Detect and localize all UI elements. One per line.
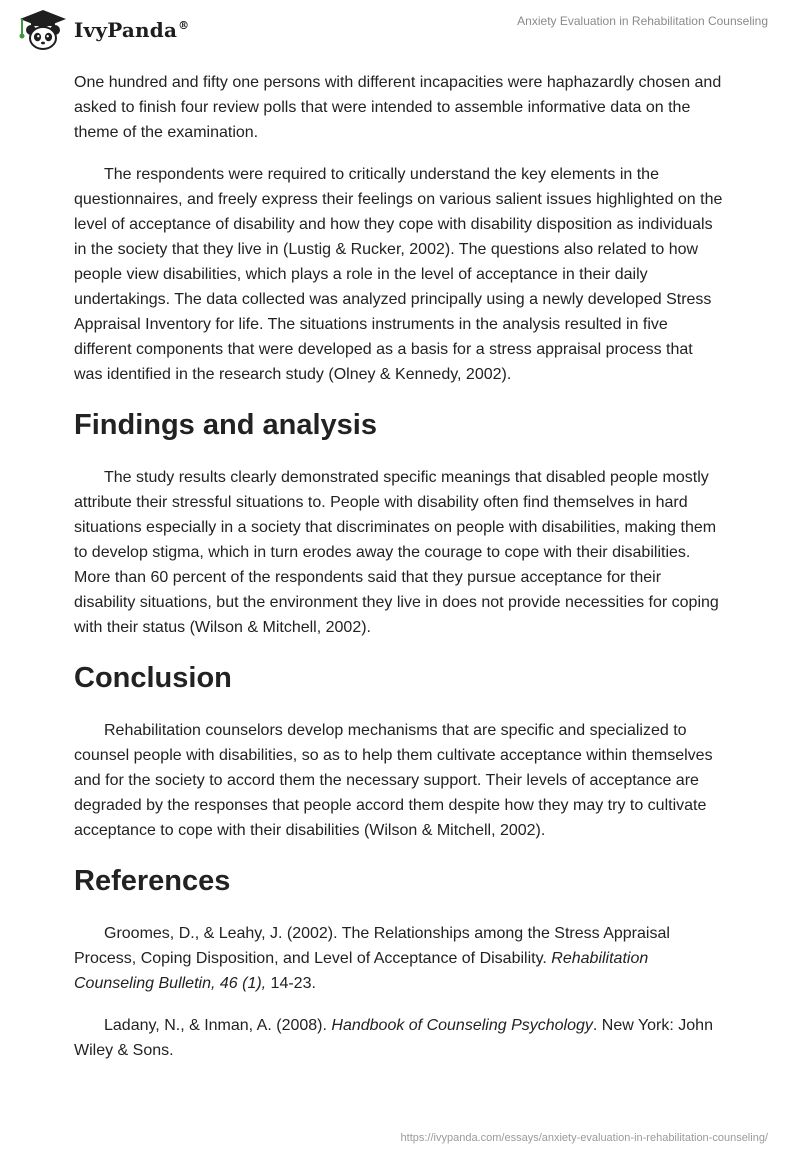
reference-pages: 14-23. [266, 975, 316, 992]
paragraph-conclusion: Rehabilitation counselors develop mechanisms that are specific and specialized to counsel people with disabilities, so as to help them cultivate acceptance within themselves and for the society to accord them the necessary support. Their levels of acceptance are degraded by the responses that people accord them despite how they may try to cultivate acceptance to cope with their disabilities (Wilson & Mitchell, 2002). [74, 722, 713, 839]
paragraph-methods-intro: One hundred and fifty one persons with different incapacities were haphazardly chosen and asked to finish four review polls that were intended to assemble informative data on the theme of the examination. [74, 74, 722, 141]
heading-findings: Findings and analysis [74, 409, 377, 441]
reference-item [74, 921, 724, 996]
reference-text: Ladany, N., & Inman, A. (2008). [104, 1017, 332, 1034]
paragraph-methods-detail: The respondents were required to critically understand the key elements in the questionnaires, and freely express their feelings on various salient issues highlighted on the level of acceptance of disability and how they cope with disability disposition as individuals in the society that they live in (Lustig & Rucker, 2002). The questions also related to how people view disabilities, which plays a role in the level of acceptance in their daily undertakings. The data collected was analyzed principally using a newly developed Stress Appraisal Inventory for life. The situations instruments in the analysis resulted in five different components that were developed as a basis for a stress appraisal process that was identified in the research study (Olney & Kennedy, 2002). [74, 166, 723, 383]
reference-publisher: . New York: John Wiley & Sons. [74, 1017, 713, 1059]
reference-text: Groomes, D., & Leahy, J. (2002). The Relationships among the Stress Appraisal Process, Coping Disposition, and Level of Acceptance of Disability. [74, 925, 670, 967]
page-header [0, 0, 800, 60]
heading-conclusion: Conclusion [74, 662, 232, 694]
brand-name: IvyPanda® [74, 18, 190, 42]
panda-graduation-cap-icon [16, 8, 70, 52]
essay-body [74, 70, 724, 1063]
document-title: Anxiety Evaluation in Rehabilitation Counseling [517, 14, 768, 28]
registered-mark: ® [178, 19, 190, 33]
paragraph-findings: The study results clearly demonstrated specific meanings that disabled people mostly attribute their stressful situations to. People with disability often find themselves in hard situations especially in a society that discriminates on people with disabilities, making them to develop stigma, which in turn erodes away the courage to cope with their disabilities. More than 60 percent of the respondents said that they pursue acceptance for their disability situations, but the environment they live in does not provide necessities for coping with their status (Wilson & Mitchell, 2002). [74, 469, 719, 636]
reference-source: Rehabilitation Counseling Bulletin, 46 (1), [74, 950, 649, 992]
heading-references: References [74, 865, 231, 897]
source-url[interactable]: https://ivypanda.com/essays/anxiety-evaluation-in-rehabilitation-counseling/ [400, 1132, 768, 1144]
brand-logo[interactable] [16, 8, 189, 52]
reference-item [74, 1013, 724, 1063]
reference-source: Handbook of Counseling Psychology [331, 1017, 593, 1034]
